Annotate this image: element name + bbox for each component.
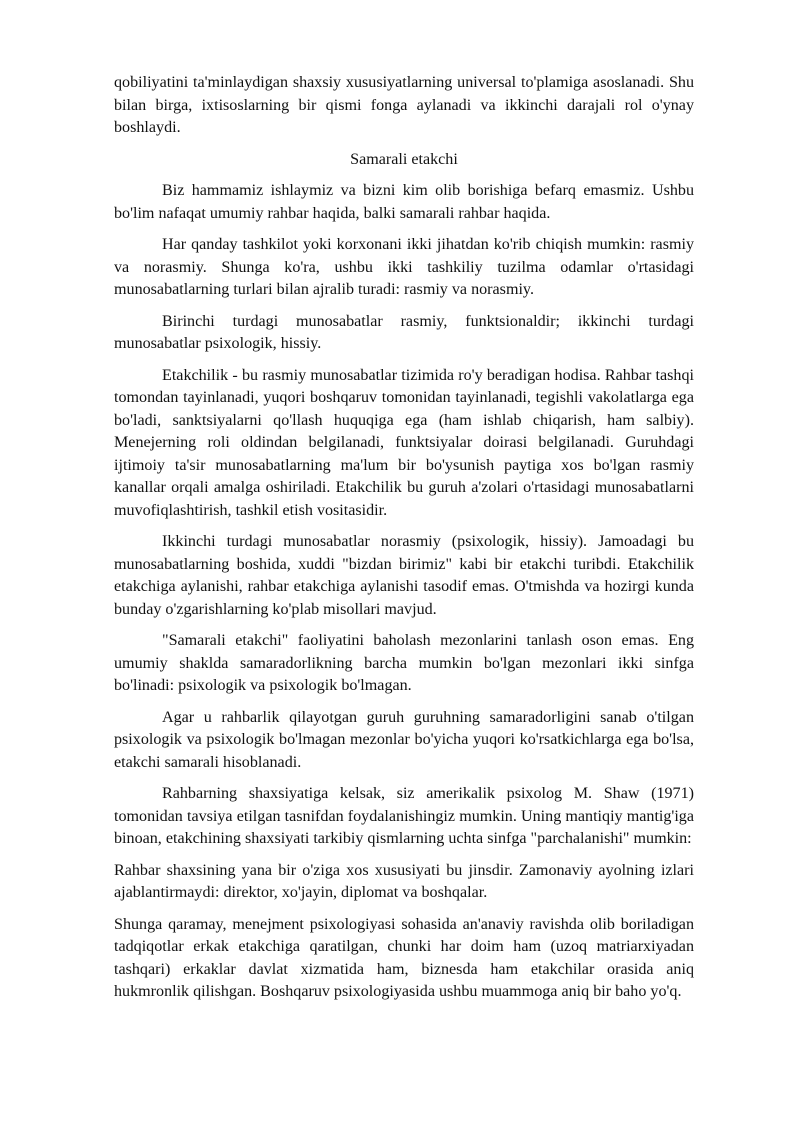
section-heading: Samarali etakchi [350,150,458,168]
document-page [114,72,694,1013]
paragraph: Rahbar shaxsining yana bir o'ziga xos xususiyati bu jinsdir. Zamonaviy ayolning izlari ajablantirmaydi: direktor, xo'jayin, diplomat va boshqalar. [114,861,694,901]
paragraph: Har qanday tashkilot yoki korxonani ikki jihatdan ko'rib chiqish mumkin: rasmiy va norasmiy. Shunga ko'ra, ushbu ikki tashkiliy tuzilma odamlar o'rtasidagi munosabatlarning turlari bilan ajralib turadi: rasmiy va norasmiy. [114,236,694,298]
paragraph: Birinchi turdagi munosabatlar rasmiy, funktsionaldir; ikkinchi turdagi munosabatlar psixologik, hissiy. [114,312,694,352]
paragraph: Agar u rahbarlik qilayotgan guruh guruhning samaradorligini sanab o'tilgan psixologik va psixologik bo'lmagan mezonlar bo'yicha yuqori ko'rsatkichlarga ega bo'lsa, etakchi samarali hisoblanadi. [114,708,694,771]
paragraph: "Samarali etakchi" faoliyatini baholash mezonlarini tanlash oson emas. Eng umumiy shaklda samaradorlikning barcha mumkin bo'lgan mezonlari ikki sinfga bo'linadi: psixologik va psixologik bo'lmagan. [114,632,694,694]
paragraph: Rahbarning shaxsiyatiga kelsak, siz amerikalik psixolog M. Shaw (1971) tomonidan tavsiya etilgan tasnifdan foydalanishingiz mumkin. Uning mantiqiy mantig'iga binoan, etakchining shaxsiyati tarkibiy qismlarning uchta sinfga "parchalanishi" mumkin: [114,785,694,847]
paragraph: Ikkinchi turdagi munosabatlar norasmiy (psixologik, hissiy). Jamoadagi bu munosabatlarning boshida, xuddi "bizdan birimiz" kabi bir etakchi turibdi. Etakchilik etakchiga aylanishi, rahbar etakchiga aylanishi tasodif emas. O'tmishda va hozirgi kunda bunday o'zgarishlarning ko'plab misollari mavjud. [114,533,694,618]
paragraph: Biz hammamiz ishlaymiz va bizni kim olib borishiga befarq emasmiz. Ushbu bo'lim nafaqat umumiy rahbar haqida, balki samarali rahbar haqida. [114,182,694,222]
intro-paragraph: qobiliyatini ta'minlaydigan shaxsiy xususiyatlarning universal to'plamiga asoslanadi. Shu bilan birga, ixtisoslarning bir qismi fonga aylanadi va ikkinchi darajali rol o'ynay boshlaydi. [114,74,694,136]
paragraph: Etakchilik - bu rasmiy munosabatlar tizimida ro'y beradigan hodisa. Rahbar tashqi tomondan tayinlanadi, yuqori boshqaruv tomonidan tayinlanadi, tegishli vakolatlarga ega bo'ladi, sanktsiyalarni qo'llash huquqiga ega (ham ishlab chiqarish, ham salbiy). Menejerning roli oldindan belgilanadi, funktsiyalar doirasi belgilanadi. Guruhdagi ijtimoiy ta'sir munosabatlarning ma'lum bir bo'ysunish paytiga xos bo'lgan rasmiy kanallar orqali amalga oshiriladi. Etakchilik bu guruh a'zolari o'rtasidagi munosabatlarni muvofiqlashtirish, tashkil etish vositasidir. [114,366,694,519]
paragraph: Shunga qaramay, menejment psixologiyasi sohasida an'anaviy ravishda olib boriladigan tadqiqotlar erkak etakchiga qaratilgan, chunki har doim ham (uzoq matriarxiyadan tashqari) erkaklar davlat xizmatida ham, biznesda ham etakchilar orasida aniq hukmronlik qilishgan. Boshqaruv psixologiyasida ushbu muammoga aniq bir baho yo'q. [114,915,694,1000]
